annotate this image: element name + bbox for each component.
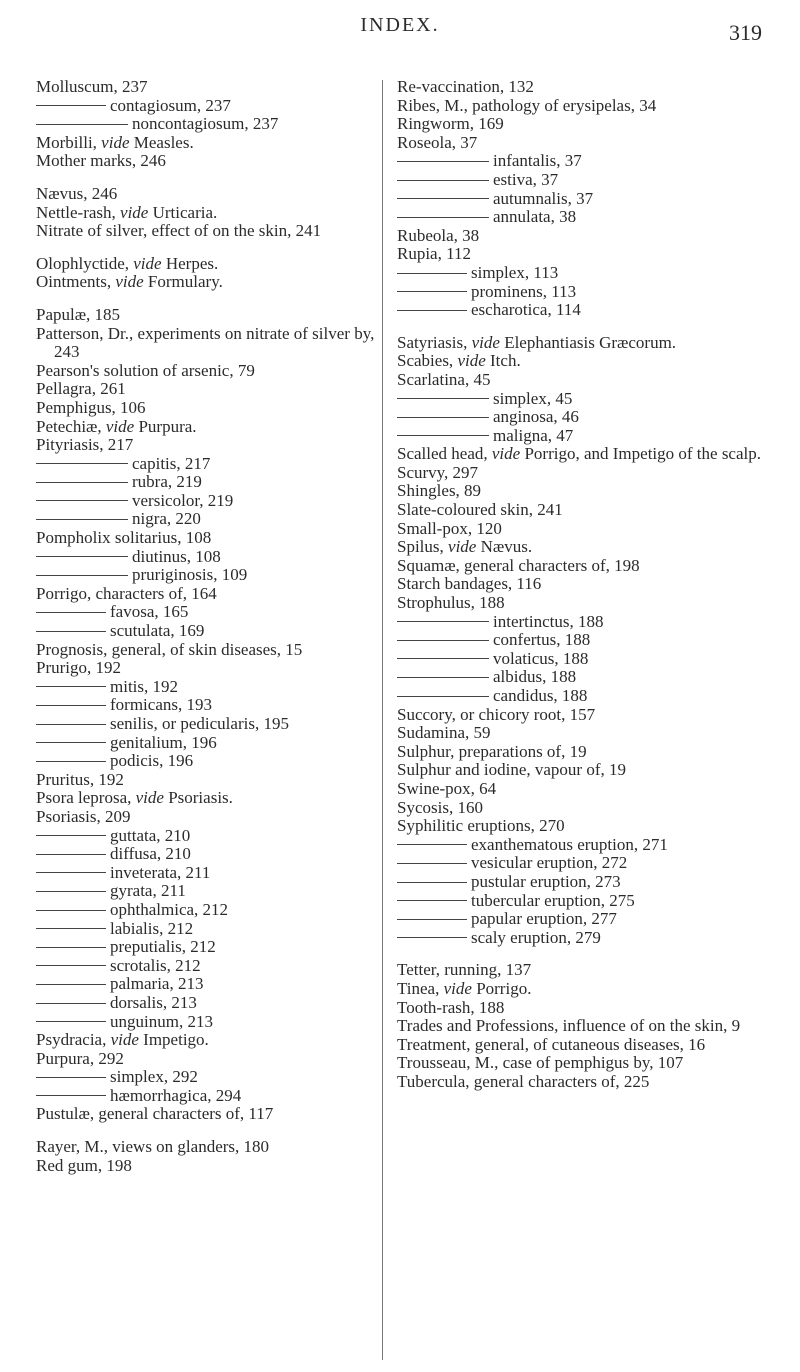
index-subentry [397,668,772,687]
index-entry [36,152,381,171]
entry-text: Morbilli, vide Measles. [36,132,194,152]
entry-text: Sulphur and iodine, vapour of, 19 [397,760,626,780]
entry-gap [36,1124,381,1138]
entry-text: exanthematous eruption, 271 [471,834,668,854]
index-entry [397,78,772,97]
entry-text: Patterson, Dr., experiments on nitrate of silver by, 243 [36,323,375,362]
entry-text: Red gum, 198 [36,1155,132,1175]
index-subentry [36,845,381,864]
ditto-dash [397,937,467,938]
entry-text: genitalium, 196 [110,732,217,752]
entry-text: Sudamina, 59 [397,723,491,743]
ditto-dash [397,621,489,622]
index-column-right [397,78,772,1091]
index-subentry [36,455,381,474]
index-entry [397,334,772,353]
index-entry [36,1105,381,1124]
index-subentry [397,892,772,911]
ditto-dash [36,835,106,836]
index-subentry [36,492,381,511]
index-entry [397,980,772,999]
index-entry [36,380,381,399]
index-entry [36,659,381,678]
entry-text: Molluscum, 237 [36,77,148,96]
index-entry [397,1054,772,1073]
entry-text: Pearson's solution of arsenic, 79 [36,360,255,380]
page-header [0,0,800,60]
ditto-dash [36,686,106,687]
index-entry [397,557,772,576]
entry-text: Swine-pox, 64 [397,778,497,798]
ditto-dash [36,965,106,966]
index-entry [36,789,381,808]
entry-text: Porrigo, characters of, 164 [36,583,217,603]
index-entry [36,273,381,292]
index-entry [36,362,381,381]
entry-gap [36,292,381,306]
entry-text: Ribes, M., pathology of erysipelas, 34 [397,95,657,115]
entry-text: hæmorrhagica, 294 [110,1085,242,1105]
entry-text: scaly eruption, 279 [471,927,601,947]
index-subentry [397,390,772,409]
index-subentry [397,171,772,190]
entry-text: Starch bandages, 116 [397,574,542,594]
ditto-dash [397,180,489,181]
entry-text: annulata, 38 [493,207,577,227]
ditto-dash [397,882,467,883]
index-subentry [36,622,381,641]
ditto-dash [36,1003,106,1004]
index-subentry [397,854,772,873]
index-subentry [36,1068,381,1087]
entry-text: autumnalis, 37 [493,188,594,208]
index-entry [36,436,381,455]
entry-text: scutulata, 169 [110,621,205,641]
entry-text: Tooth-rash, 188 [397,997,505,1017]
index-entry [397,520,772,539]
entry-text: candidus, 188 [493,686,588,705]
index-subentry [36,938,381,957]
entry-text: guttata, 210 [110,825,191,845]
index-entry [36,1031,381,1050]
index-entry [397,538,772,557]
ditto-dash [36,124,128,125]
entry-text: diffusa, 210 [110,844,191,864]
entry-text: maligna, 47 [493,425,574,445]
ditto-dash [397,273,467,274]
index-entry [36,1138,381,1157]
index-entry [397,1036,772,1055]
index-subentry [36,734,381,753]
ditto-dash [36,482,128,483]
entry-text: Syphilitic eruptions, 270 [397,816,565,836]
ditto-dash [36,947,106,948]
entry-text: Slate-coloured skin, 241 [397,500,563,520]
entry-text: Strophulus, 188 [397,593,505,613]
ditto-dash [36,631,106,632]
index-subentry [36,901,381,920]
index-entry [36,418,381,437]
column-divider [382,80,383,1360]
index-subentry [36,1013,381,1032]
ditto-dash [397,677,489,678]
index-subentry [36,115,381,134]
index-subentry [36,566,381,585]
entry-text: gyrata, 211 [110,881,186,901]
entry-gap [36,241,381,255]
ditto-dash [397,417,489,418]
entry-text: tubercular eruption, 275 [471,890,635,910]
entry-text: prominens, 113 [471,281,577,301]
index-subentry [397,613,772,632]
ditto-dash [397,696,489,697]
index-entry [36,641,381,660]
entry-text: estiva, 37 [493,169,559,189]
entry-text: Scurvy, 297 [397,462,479,482]
ditto-dash [36,500,128,501]
index-subentry [36,715,381,734]
index-subentry [36,752,381,771]
entry-text: unguinum, 213 [110,1011,213,1031]
ditto-dash [36,463,128,464]
ditto-dash [36,742,106,743]
entry-text: Tubercula, general characters of, 225 [397,1071,650,1091]
entry-text: Rubeola, 38 [397,225,480,245]
entry-text: podicis, 196 [110,751,194,771]
entry-text: simplex, 113 [471,262,559,282]
index-entry [397,817,772,836]
ditto-dash [36,105,106,106]
index-subentry [36,97,381,116]
entry-text: escharotica, 114 [471,300,581,320]
index-column-left [36,78,381,1175]
ditto-dash [36,891,106,892]
entry-text: Scalled head, vide Porrigo, and Impetigo of the scalp. [397,444,761,464]
ditto-dash [36,984,106,985]
entry-text: Papulæ, 185 [36,304,121,324]
index-subentry [397,910,772,929]
index-entry [397,482,772,501]
ditto-dash [397,863,467,864]
entry-text: Nettle-rash, vide Urticaria. [36,202,218,222]
page-number: 319 [729,20,762,45]
index-subentry [36,696,381,715]
index-subentry [397,190,772,209]
ditto-dash [36,575,128,576]
entry-text: Shingles, 89 [397,481,482,501]
entry-text: Psydracia, vide Impetigo. [36,1030,209,1050]
index-entry [36,78,381,97]
entry-text: favosa, 165 [110,602,189,622]
index-entry [397,1017,772,1036]
entry-text: Rayer, M., views on glanders, 180 [36,1137,270,1157]
entry-text: noncontagiosum, 237 [132,114,279,134]
ditto-dash [36,705,106,706]
entry-text: nigra, 220 [132,509,201,529]
index-entry [397,799,772,818]
index-entry [397,961,772,980]
entry-text: Treatment, general, of cutaneous diseases, 16 [397,1034,706,1054]
ditto-dash [36,1095,106,1096]
entry-text: Pustulæ, general characters of, 117 [36,1104,274,1124]
index-entry [397,999,772,1018]
entry-text: Tinea, vide Porrigo. [397,978,532,998]
entry-text: Roseola, 37 [397,132,478,152]
entry-text: Scarlatina, 45 [397,369,491,389]
index-entry [397,594,772,613]
entry-text: Sycosis, 160 [397,797,483,817]
index-entry [36,306,381,325]
index-entry [36,185,381,204]
index-subentry [36,473,381,492]
ditto-dash [36,556,128,557]
entry-text: Re-vaccination, 132 [397,77,534,96]
entry-text: Squamæ, general characters of, 198 [397,555,640,575]
ditto-dash [397,198,489,199]
index-entry [397,724,772,743]
entry-gap [397,947,772,961]
index-entry [397,501,772,520]
index-entry [397,464,772,483]
index-subentry [36,827,381,846]
ditto-dash [397,658,489,659]
entry-text: infantalis, 37 [493,151,582,171]
entry-text: papular eruption, 277 [471,909,617,929]
index-entry [36,1157,381,1176]
ditto-dash [397,398,489,399]
index-subentry [397,873,772,892]
entry-text: Satyriasis, vide Elephantiasis Græcorum. [397,332,677,352]
index-entry [397,245,772,264]
entry-text: Ointments, vide Formulary. [36,272,223,292]
ditto-dash [36,854,106,855]
index-subentry [36,510,381,529]
index-entry [397,743,772,762]
entry-text: Sulphur, preparations of, 19 [397,741,587,761]
index-subentry [397,301,772,320]
entry-text: Trades and Professions, influence of on the skin, 9 [397,1016,741,1036]
ditto-dash [397,291,467,292]
index-subentry [36,882,381,901]
entry-text: simplex, 292 [110,1067,198,1087]
index-subentry [397,152,772,171]
index-entry [397,761,772,780]
entry-text: Nævus, 246 [36,183,118,203]
entry-text: preputialis, 212 [110,937,216,957]
ditto-dash [397,919,467,920]
index-entry [397,352,772,371]
index-entry [36,771,381,790]
index-entry [397,706,772,725]
entry-text: formicans, 193 [110,695,212,715]
ditto-dash [36,724,106,725]
entry-text: ophthalmica, 212 [110,899,229,919]
ditto-dash [397,435,489,436]
index-subentry [36,994,381,1013]
entry-text: pruriginosis, 109 [132,565,248,585]
index-subentry [397,427,772,446]
index-subentry [397,264,772,283]
index-entry [36,399,381,418]
ditto-dash [397,844,467,845]
index-subentry [397,408,772,427]
index-subentry [36,864,381,883]
index-entry [36,222,381,241]
index-subentry [397,283,772,302]
ditto-dash [36,928,106,929]
index-entry [397,227,772,246]
entry-text: palmaria, 213 [110,974,204,994]
entry-gap [397,320,772,334]
ditto-dash [36,761,106,762]
entry-text: Prognosis, general, of skin diseases, 15 [36,639,303,659]
entry-text: Pemphigus, 106 [36,397,146,417]
index-subentry [36,920,381,939]
ditto-dash [36,612,106,613]
entry-text: scrotalis, 212 [110,955,201,975]
index-subentry [397,650,772,669]
index-entry [397,575,772,594]
ditto-dash [397,217,489,218]
ditto-dash [36,519,128,520]
index-entry [36,325,381,362]
entry-text: Pityriasis, 217 [36,435,134,455]
index-subentry [36,1087,381,1106]
entry-text: Mother marks, 246 [36,151,166,171]
entry-text: Scabies, vide Itch. [397,351,521,371]
entry-text: Spilus, vide Nævus. [397,537,533,557]
index-entry [36,204,381,223]
entry-text: diutinus, 108 [132,546,221,566]
entry-text: Pruritus, 192 [36,769,124,789]
entry-text: anginosa, 46 [493,407,579,427]
entry-text: Pellagra, 261 [36,379,126,399]
entry-text: Petechiæ, vide Purpura. [36,416,197,436]
index-entry [36,585,381,604]
entry-text: volaticus, 188 [493,648,589,668]
entry-text: Rupia, 112 [397,244,471,264]
entry-text: Succory, or chicory root, 157 [397,704,596,724]
index-entry [397,371,772,390]
ditto-dash [397,900,467,901]
entry-gap [36,171,381,185]
ditto-dash [36,1077,106,1078]
running-title: INDEX. [360,14,440,36]
index-entry [36,255,381,274]
entry-text: contagiosum, 237 [110,95,231,115]
entry-text: dorsalis, 213 [110,992,197,1012]
entry-text: intertinctus, 188 [493,611,604,631]
ditto-dash [36,910,106,911]
entry-text: vesicular eruption, 272 [471,853,628,873]
entry-text: mitis, 192 [110,676,179,696]
index-entry [397,134,772,153]
index-subentry [397,687,772,706]
index-subentry [397,631,772,650]
index-entry [36,529,381,548]
entry-text: Purpura, 292 [36,1048,124,1068]
ditto-dash [397,310,467,311]
index-entry [36,134,381,153]
index-subentry [36,975,381,994]
index-entry [397,115,772,134]
index-subentry [36,603,381,622]
index-subentry [397,836,772,855]
entry-text: Psora leprosa, vide Psoriasis. [36,788,233,808]
entry-text: Olophlyctide, vide Herpes. [36,253,219,273]
entry-text: inveterata, 211 [110,862,211,882]
index-entry [397,780,772,799]
entry-text: Pompholix solitarius, 108 [36,528,212,548]
index-entry [397,1073,772,1092]
entry-text: Prurigo, 192 [36,658,121,678]
index-entry [36,808,381,827]
ditto-dash [36,1021,106,1022]
entry-text: pustular eruption, 273 [471,871,621,891]
index-entry [397,445,772,464]
entry-text: Psoriasis, 209 [36,806,131,826]
entry-text: rubra, 219 [132,472,202,492]
index-subentry [36,957,381,976]
entry-text: Ringworm, 169 [397,114,504,134]
entry-text: Nitrate of silver, effect of on the skin, 241 [36,221,322,241]
entry-text: capitis, 217 [132,453,211,473]
entry-text: Trousseau, M., case of pemphigus by, 107 [397,1053,684,1073]
entry-text: Tetter, running, 137 [397,960,532,980]
index-entry [397,97,772,116]
ditto-dash [397,640,489,641]
index-subentry [397,929,772,948]
entry-text: confertus, 188 [493,630,591,650]
entry-text: labialis, 212 [110,918,194,938]
entry-text: versicolor, 219 [132,490,234,510]
index-entry [36,1050,381,1069]
entry-text: Small-pox, 120 [397,518,502,538]
ditto-dash [36,872,106,873]
index-subentry [397,208,772,227]
entry-text: albidus, 188 [493,667,577,687]
index-subentry [36,548,381,567]
index-subentry [36,678,381,697]
entry-text: simplex, 45 [493,388,573,408]
ditto-dash [397,161,489,162]
entry-text: senilis, or pedicularis, 195 [110,714,289,733]
